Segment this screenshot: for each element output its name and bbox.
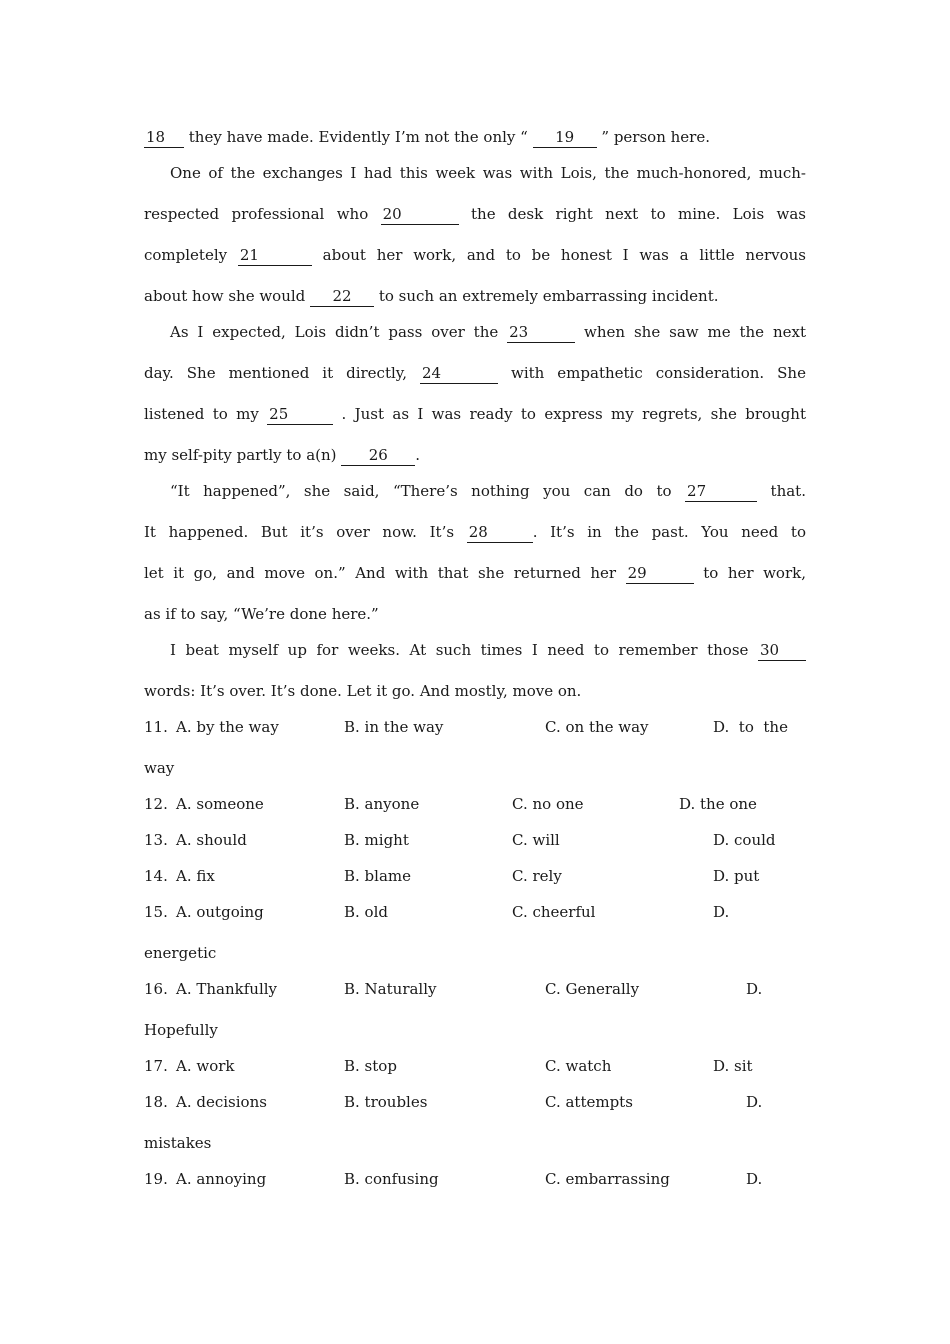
blank-22: 22 (310, 286, 374, 307)
blank-27: 27 (685, 481, 757, 502)
question-number: 16. (144, 980, 168, 998)
passage-text: they have made. Evidently I’m not the only “ (188, 128, 528, 146)
option-d: D. (713, 903, 730, 921)
option-b: B. confusing (344, 1170, 439, 1188)
passage-line: my self-pity partly to a(n) 26 . (144, 446, 421, 464)
document-page (144, 124, 806, 1202)
blank-30: 30 (758, 640, 806, 661)
passage-line: respected professional who 20 the desk right next to mine. Lois was (144, 205, 806, 223)
question-14 (144, 863, 806, 899)
question-number: 15. (144, 903, 168, 921)
question-number: 11. (144, 718, 168, 736)
passage-line: about how she would 22 to such an extremely embarrassing incident. (144, 287, 719, 305)
option-a: A. outgoing (176, 903, 264, 921)
passage-line: “It happened”, she said, “There’s nothing you can do to 27 that. (170, 482, 806, 500)
option-d-wrap: way (144, 759, 175, 777)
option-d: D. the one (679, 795, 757, 813)
passage-line: as if to say, “We’re done here.” (144, 605, 379, 623)
option-b: B. anyone (344, 795, 420, 813)
option-d: D. (746, 980, 763, 998)
option-a: A. annoying (176, 1170, 267, 1188)
question-15 (144, 899, 806, 940)
blank-24: 24 (420, 363, 498, 384)
question-number: 12. (144, 795, 168, 813)
question-number: 19. (144, 1170, 168, 1188)
option-c: C. embarrassing (545, 1170, 670, 1188)
question-number: 17. (144, 1057, 168, 1075)
question-19 (144, 1166, 806, 1202)
option-c: C. rely (512, 867, 562, 885)
option-d-wrap: Hopefully (144, 1021, 218, 1039)
option-d: D. put (713, 867, 760, 885)
blank-29: 29 (626, 563, 694, 584)
option-d: D. to the (713, 718, 788, 736)
question-11 (144, 714, 806, 755)
option-d: D. (746, 1170, 763, 1188)
option-c: C. on the way (545, 718, 649, 736)
blank-28: 28 (467, 522, 533, 543)
passage-line: As I expected, Lois didn’t pass over the 23 when she saw me the next (170, 323, 806, 341)
option-a: A. fix (176, 867, 215, 885)
option-d-wrap: mistakes (144, 1134, 212, 1152)
option-c: C. cheerful (512, 903, 596, 921)
question-number: 18. (144, 1093, 168, 1111)
option-a: A. Thankfully (176, 980, 278, 998)
option-d: D. could (713, 831, 776, 849)
blank-20: 20 (381, 204, 459, 225)
option-a: A. should (176, 831, 247, 849)
option-b: B. troubles (344, 1093, 428, 1111)
option-a: A. someone (176, 795, 264, 813)
option-c: C. watch (545, 1057, 612, 1075)
passage-text: ” person here. (601, 128, 710, 146)
question-number: 13. (144, 831, 168, 849)
question-number: 14. (144, 867, 168, 885)
blank-21: 21 (238, 245, 312, 266)
option-d: D. sit (713, 1057, 753, 1075)
passage-line (144, 124, 806, 160)
passage-line: One of the exchanges I had this week was with Lois, the much-honored, much- (170, 164, 806, 182)
option-c: C. attempts (545, 1093, 633, 1111)
blank-25: 25 (267, 404, 333, 425)
question-12 (144, 791, 806, 827)
option-c: C. no one (512, 795, 584, 813)
passage-line: words: It’s over. It’s done. Let it go. And mostly, move on. (144, 682, 582, 700)
option-b: B. in the way (344, 718, 444, 736)
option-b: B. old (344, 903, 388, 921)
question-13 (144, 827, 806, 863)
option-b: B. Naturally (344, 980, 437, 998)
question-17 (144, 1053, 806, 1089)
option-b: B. blame (344, 867, 412, 885)
blank-19: 19 (533, 127, 597, 148)
option-c: C. will (512, 831, 560, 849)
question-16 (144, 976, 806, 1017)
option-a: A. decisions (176, 1093, 267, 1111)
option-a: A. work (176, 1057, 235, 1075)
option-b: B. might (344, 831, 409, 849)
passage-line: listened to my 25 . Just as I was ready to express my regrets, she brought (144, 405, 806, 423)
passage-line: completely 21 about her work, and to be honest I was a little nervous (144, 246, 806, 264)
passage-line: I beat myself up for weeks. At such times I need to remember those 30 (144, 637, 806, 678)
option-a: A. by the way (176, 718, 279, 736)
blank-18: 18 (144, 127, 184, 148)
blank-26: 26 (341, 445, 415, 466)
option-d-wrap: energetic (144, 944, 217, 962)
option-c: C. Generally (545, 980, 640, 998)
passage-line: It happened. But it’s over now. It’s 28 . It’s in the past. You need to (144, 523, 806, 541)
blank-23: 23 (507, 322, 575, 343)
option-d: D. (746, 1093, 763, 1111)
passage-line: let it go, and move on.” And with that she returned her 29 to her work, (144, 564, 806, 582)
passage-line: day. She mentioned it directly, 24 with empathetic consideration. She (144, 364, 806, 382)
option-b: B. stop (344, 1057, 397, 1075)
question-18 (144, 1089, 806, 1130)
